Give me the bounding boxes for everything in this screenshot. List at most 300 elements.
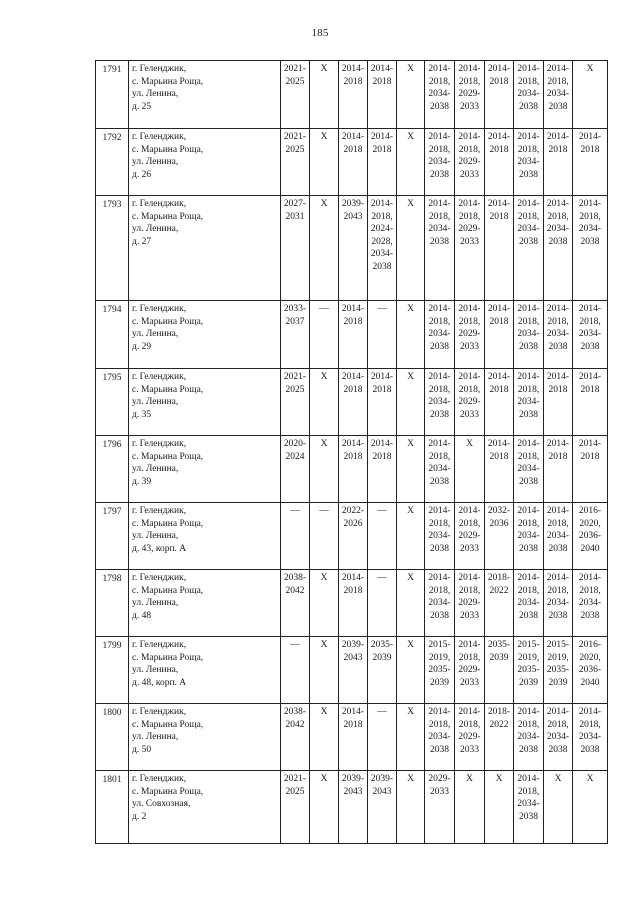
period-line: 2033 [460, 610, 479, 621]
period-cell [544, 704, 573, 771]
period-cell [455, 771, 485, 844]
address-line: с. Марьина Роща, [132, 719, 204, 730]
period-line: 2028, [371, 236, 393, 247]
period-line: 2038 [430, 341, 449, 352]
period-line: 2019, [517, 652, 540, 663]
period-line: 2035- [428, 665, 451, 676]
period-line: X [320, 774, 328, 784]
period-line: 2034- [517, 464, 540, 475]
period-line: X [320, 199, 328, 209]
row-number-cell: 1792 [96, 129, 129, 196]
row-number-cell: 1799 [96, 637, 129, 704]
period-line: 2018, [458, 585, 481, 596]
period-cell [485, 436, 514, 503]
period-line: X [407, 304, 414, 314]
address-line: д. 26 [132, 169, 152, 180]
period-line: 2038 [519, 409, 538, 420]
period-line: X [320, 707, 328, 717]
period-line: 2014- [458, 707, 481, 717]
period-cell [368, 637, 397, 704]
address-line: с. Марьина Роща, [132, 316, 204, 327]
period-line: 2018, [579, 316, 601, 327]
period-line: 2038 [519, 811, 538, 822]
period-cell [310, 503, 339, 570]
period-line: 2032- [487, 506, 511, 516]
period-line: 2022 [489, 719, 509, 730]
period-cell [425, 436, 455, 503]
period-line: 2014- [428, 64, 451, 74]
period-line: 2018, [458, 316, 481, 327]
period-cell [368, 61, 397, 129]
period-cell [544, 196, 573, 301]
period-cell [310, 129, 339, 196]
period-cell [544, 436, 573, 503]
period-cell [397, 196, 425, 301]
period-line: X [407, 573, 414, 583]
period-line: 2018 [489, 384, 509, 395]
period-line: 2025 [285, 786, 305, 797]
period-line: 2018, [517, 384, 540, 395]
period-cell [397, 129, 425, 196]
address-cell [129, 503, 281, 570]
period-cell [397, 436, 425, 503]
period-cell [339, 436, 368, 503]
address-cell [129, 637, 281, 704]
period-cell [368, 196, 397, 301]
period-cell [425, 369, 455, 436]
period-line: 2029- [458, 89, 481, 100]
period-cell [281, 704, 310, 771]
period-line: 2039 [430, 677, 449, 688]
period-cell [573, 771, 608, 844]
address-line: ул. Ленина, [132, 732, 179, 743]
period-line: 2018, [428, 76, 451, 87]
period-line: 2019, [428, 652, 451, 663]
address-line: ул. Ленина, [132, 89, 179, 100]
period-line: 2038 [430, 744, 449, 755]
period-line: 2018, [517, 451, 540, 462]
period-line: 2014- [517, 372, 540, 382]
table-row [96, 704, 608, 771]
period-line: 2039- [341, 199, 365, 209]
period-cell [281, 61, 310, 129]
period-line: 2018, [428, 144, 451, 155]
period-line: 2025 [285, 76, 305, 87]
period-line: 2018 [580, 144, 600, 155]
period-line: 2018, [517, 786, 540, 797]
period-line: 2018, [428, 451, 451, 462]
period-line: 2034- [428, 732, 451, 743]
period-cell [544, 301, 573, 369]
period-cell [544, 369, 573, 436]
period-line: 2014- [370, 199, 394, 209]
period-line: 2015- [428, 640, 451, 650]
period-line: 2014- [546, 304, 570, 314]
period-line: 2038 [580, 610, 600, 621]
period-line: 2018 [343, 76, 363, 87]
period-line: X [466, 774, 473, 784]
period-line: X [407, 372, 414, 382]
period-line: X [407, 640, 414, 650]
address-line: ул. Совхозная, [132, 799, 191, 810]
period-line: 2038 [580, 744, 600, 755]
period-line: 2034- [578, 732, 602, 743]
period-line: 2018 [580, 451, 600, 462]
period-cell [455, 369, 485, 436]
address-line: г. Геленджик, [132, 64, 187, 74]
period-cell [455, 704, 485, 771]
period-line: 2018, [458, 144, 481, 155]
period-cell [368, 503, 397, 570]
period-line: 2039- [341, 774, 365, 784]
period-line: 2033 [460, 677, 479, 688]
period-line: 2014- [546, 506, 570, 516]
period-cell [485, 704, 514, 771]
period-cell [310, 570, 339, 637]
period-line: 2034- [517, 732, 540, 743]
period-line: — [319, 304, 329, 314]
period-cell [310, 61, 339, 129]
period-line: X [320, 439, 328, 449]
period-line: 2014- [370, 439, 394, 449]
period-line: 2014- [458, 132, 481, 142]
period-line: 2038 [519, 341, 538, 352]
period-line: 2014- [370, 372, 394, 382]
period-line: 2018, [458, 211, 481, 222]
period-cell [573, 436, 608, 503]
period-line: 2018, [547, 585, 569, 596]
period-line: 2018, [517, 211, 540, 222]
period-line: 2033 [460, 101, 479, 112]
period-line: X [407, 439, 414, 449]
address-line: с. Марьина Роща, [132, 518, 204, 529]
period-line: 2029- [458, 397, 481, 408]
table-row [96, 503, 608, 570]
period-line: 2024- [370, 224, 394, 235]
period-line: 2018 [580, 384, 600, 395]
address-line: с. Марьина Роща, [132, 384, 204, 395]
period-line: 2021- [283, 64, 307, 74]
address-line: с. Марьина Роща, [132, 144, 204, 155]
period-line: 2038 [519, 610, 538, 621]
period-line: 2016- [578, 506, 602, 516]
address-line: д. 50 [132, 744, 152, 755]
period-line: 2034- [578, 224, 602, 235]
period-line: 2018- [487, 573, 511, 583]
period-line: 2014- [578, 199, 602, 209]
period-line: 2018, [517, 585, 540, 596]
period-cell [455, 129, 485, 196]
period-line: 2014- [546, 372, 570, 382]
period-cell [455, 301, 485, 369]
period-line: X [554, 774, 562, 784]
address-cell [129, 129, 281, 196]
period-cell [425, 503, 455, 570]
address-line: ул. Ленина, [132, 531, 179, 542]
period-line: X [320, 64, 328, 74]
period-cell [544, 637, 573, 704]
period-line: 2034- [428, 598, 451, 609]
period-line: 2038- [283, 573, 307, 583]
period-cell [425, 196, 455, 301]
address-line: д. 39 [132, 476, 152, 487]
address-cell [129, 61, 281, 129]
period-line: 2014- [517, 774, 540, 784]
period-line: 2039- [341, 640, 365, 650]
period-line: 2018, [517, 316, 540, 327]
address-line: д. 2 [132, 811, 147, 822]
period-line: 2034- [428, 224, 451, 235]
period-line: 2020- [283, 439, 307, 449]
period-line: 2014- [546, 439, 570, 449]
table-row [96, 771, 608, 844]
period-line: 2018 [548, 144, 568, 155]
period-line: 2034- [517, 224, 540, 235]
period-cell [573, 704, 608, 771]
period-line: 2038 [519, 744, 538, 755]
period-line: 2043 [343, 211, 363, 222]
period-cell [485, 61, 514, 129]
period-line: 2042 [285, 585, 305, 596]
period-line: 2036 [489, 518, 509, 529]
period-cell [425, 129, 455, 196]
period-cell [573, 129, 608, 196]
period-cell [397, 503, 425, 570]
period-cell [397, 704, 425, 771]
table-row [96, 637, 608, 704]
period-line: 2018 [343, 451, 363, 462]
period-cell [339, 196, 368, 301]
period-cell [544, 129, 573, 196]
period-cell [339, 503, 368, 570]
address-cell [129, 301, 281, 369]
period-line: 2038- [283, 707, 307, 717]
period-line: 2014- [546, 132, 570, 142]
period-line: 2018 [489, 211, 509, 222]
period-line: 2033 [460, 409, 479, 420]
period-cell [514, 129, 544, 196]
row-number-cell: 1797 [96, 503, 129, 570]
table-row [96, 301, 608, 369]
period-line: 2018, [458, 76, 481, 87]
period-line: 2018, [458, 518, 481, 529]
period-line: 2040 [580, 677, 600, 688]
period-line: 2034- [578, 329, 602, 340]
period-cell [281, 570, 310, 637]
address-line: ул. Ленина, [132, 224, 179, 235]
period-cell [281, 129, 310, 196]
table-row [96, 129, 608, 196]
period-cell [339, 61, 368, 129]
table-row [96, 61, 608, 129]
period-line: X [407, 64, 414, 74]
period-line: 2038 [430, 610, 449, 621]
period-line: 2018 [548, 451, 568, 462]
address-cell [129, 570, 281, 637]
period-cell [485, 196, 514, 301]
period-cell [573, 196, 608, 301]
period-line: 2038 [519, 236, 538, 247]
period-line: 2014- [428, 439, 451, 449]
period-line: 2019, [547, 652, 569, 663]
row-number-cell: 1794 [96, 301, 129, 369]
period-line: 2018, [428, 384, 451, 395]
period-line: 2038 [548, 101, 568, 112]
address-line: г. Геленджик, [132, 132, 187, 142]
address-line: г. Геленджик, [132, 774, 187, 784]
period-cell [544, 771, 573, 844]
period-cell [455, 637, 485, 704]
period-line: 2034- [517, 157, 540, 168]
period-line: X [320, 640, 328, 650]
period-line: 2033 [460, 236, 479, 247]
table-row [96, 570, 608, 637]
period-line: 2014- [458, 199, 481, 209]
period-line: 2018, [517, 719, 540, 730]
period-cell [397, 637, 425, 704]
period-line: 2018, [371, 211, 393, 222]
period-line: 2038 [430, 236, 449, 247]
period-line: 2018, [458, 384, 481, 395]
address-line: г. Геленджик, [132, 439, 187, 449]
period-line: 2014- [578, 372, 602, 382]
period-line: 2034- [517, 329, 540, 340]
period-cell [514, 196, 544, 301]
period-line: X [320, 573, 328, 583]
period-cell [368, 301, 397, 369]
address-line: д. 29 [132, 341, 152, 352]
period-line: X [466, 439, 473, 449]
address-line: с. Марьина Роща, [132, 76, 204, 87]
period-line: 2018, [579, 211, 601, 222]
address-line: д. 27 [132, 236, 152, 247]
period-line: 2020, [579, 518, 601, 529]
period-cell [425, 637, 455, 704]
period-line: 2043 [372, 786, 392, 797]
period-line: 2042 [285, 719, 305, 730]
period-line: 2014- [341, 64, 365, 74]
period-cell [281, 196, 310, 301]
period-line: 2038 [519, 101, 538, 112]
period-line: 2014- [458, 304, 481, 314]
period-line: 2018, [428, 719, 451, 730]
period-line: 2029- [458, 598, 481, 609]
period-line: 2038 [430, 101, 449, 112]
period-cell [310, 369, 339, 436]
period-line: 2037 [285, 316, 305, 327]
address-line: г. Геленджик, [132, 506, 187, 516]
period-line: 2018 [548, 384, 568, 395]
period-line: X [407, 506, 414, 516]
period-line: 2034- [546, 224, 570, 235]
period-line: 2035- [517, 665, 540, 676]
period-line: 2014- [578, 707, 602, 717]
period-line: 2014- [458, 372, 481, 382]
address-line: д. 35 [132, 409, 152, 420]
period-line: 2038 [548, 543, 568, 554]
period-line: 2014- [428, 707, 451, 717]
period-cell [310, 771, 339, 844]
period-line: X [407, 774, 414, 784]
period-line: 2038 [580, 341, 600, 352]
period-line: — [290, 640, 300, 650]
period-line: 2014- [578, 439, 602, 449]
period-line: 2035- [546, 665, 570, 676]
period-cell [310, 704, 339, 771]
period-cell [425, 570, 455, 637]
period-line: 2039- [370, 774, 394, 784]
period-line: 2014- [578, 573, 602, 583]
period-line: — [290, 506, 300, 516]
address-line: ул. Ленина, [132, 329, 179, 340]
period-cell [455, 196, 485, 301]
period-line: 2014- [517, 439, 540, 449]
period-line: 2014- [458, 573, 481, 583]
period-cell [368, 369, 397, 436]
period-line: 2014- [370, 132, 394, 142]
period-line: 2015- [546, 640, 570, 650]
period-cell [310, 637, 339, 704]
period-cell [339, 637, 368, 704]
period-cell [514, 570, 544, 637]
period-line: 2034- [517, 598, 540, 609]
period-line: 2018, [579, 585, 601, 596]
period-cell [573, 503, 608, 570]
period-line: 2039 [548, 677, 568, 688]
period-line: X [320, 372, 328, 382]
period-line: 2034- [546, 89, 570, 100]
period-line: 2038 [519, 476, 538, 487]
period-line: 2018, [517, 144, 540, 155]
period-line: 2036- [578, 665, 602, 676]
period-line: 2039 [489, 652, 509, 663]
period-line: 2018 [489, 316, 509, 327]
period-line: 2014- [546, 707, 570, 717]
period-cell [281, 301, 310, 369]
period-cell [573, 369, 608, 436]
period-line: 2033- [283, 304, 307, 314]
period-cell [397, 570, 425, 637]
period-cell [514, 61, 544, 129]
period-line: 2043 [343, 652, 363, 663]
period-line: 2034- [428, 464, 451, 475]
period-line: X [320, 132, 328, 142]
period-cell [281, 637, 310, 704]
period-cell [455, 503, 485, 570]
period-line: 2038 [548, 236, 568, 247]
period-line: 2027- [283, 199, 307, 209]
period-line: 2038 [580, 236, 600, 247]
period-line: 2014- [546, 64, 570, 74]
period-line: — [377, 304, 387, 314]
period-line: 2014- [517, 707, 540, 717]
period-line: 2038 [430, 169, 449, 180]
period-line: 2020, [579, 652, 601, 663]
address-line: д. 43, корп. А [132, 543, 187, 554]
period-line: 2034- [517, 89, 540, 100]
period-line: — [319, 506, 329, 516]
period-cell [573, 301, 608, 369]
address-line: с. Марьина Роща, [132, 652, 204, 663]
period-line: 2021- [283, 774, 307, 784]
period-line: 2018, [428, 316, 451, 327]
address-cell [129, 771, 281, 844]
period-cell [485, 369, 514, 436]
period-line: 2034- [546, 329, 570, 340]
period-line: 2014- [428, 372, 451, 382]
period-line: 2018 [372, 76, 392, 87]
period-cell [485, 637, 514, 704]
